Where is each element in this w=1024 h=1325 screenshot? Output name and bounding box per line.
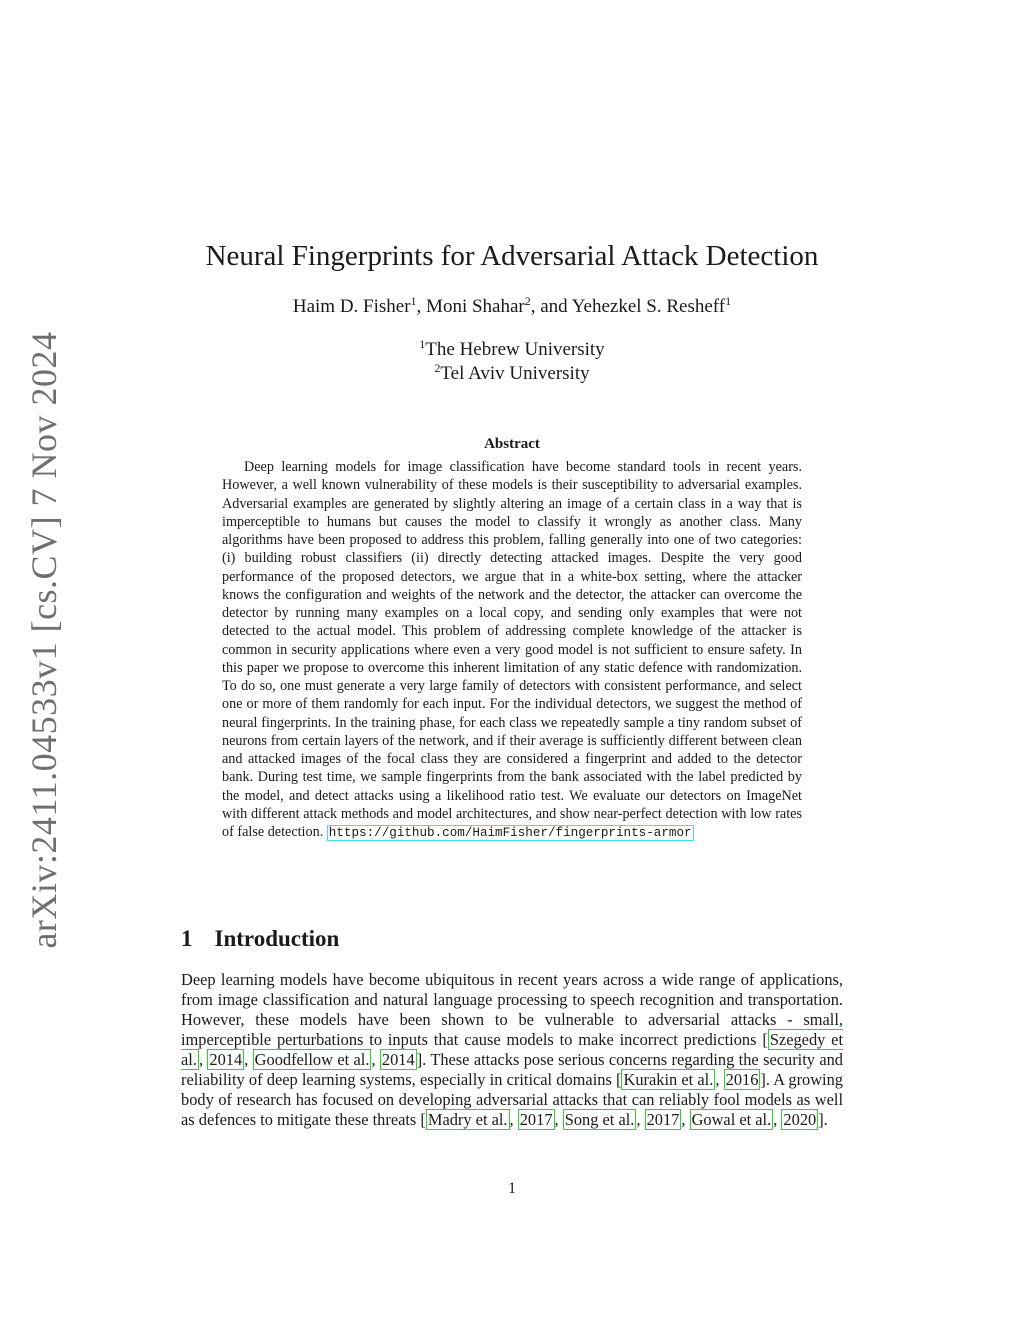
page-number: 1 — [508, 1180, 516, 1197]
intro-text: . — [823, 1110, 828, 1129]
cite-bracket: [ — [420, 1110, 426, 1129]
citation-link[interactable]: Kurakin et al. — [623, 1070, 714, 1089]
author-affil-mark: 1 — [410, 294, 417, 308]
citation-link[interactable]: Goodfellow et al. — [254, 1050, 370, 1069]
cite-bracket: ] — [760, 1070, 766, 1089]
cite-sep: , — [715, 1070, 724, 1089]
cite-sep: , — [371, 1050, 380, 1069]
cite-sep: , — [244, 1050, 253, 1069]
citation-link[interactable]: Szegedy et al. — [181, 1030, 844, 1069]
introduction-paragraph — [181, 970, 843, 1130]
cite-sep: , — [554, 1110, 563, 1129]
author-name: Yehezkel S. Resheff — [571, 296, 726, 317]
citation-link[interactable]: Gowal et al. — [691, 1110, 772, 1129]
paper-title: Neural Fingerprints for Adversarial Attack Detection — [205, 240, 819, 272]
cite-sep: , — [681, 1110, 690, 1129]
github-link[interactable]: https://github.com/HaimFisher/fingerprints-armor — [328, 826, 692, 840]
affil-mark: 1 — [419, 337, 426, 351]
affil-mark: 2 — [434, 361, 441, 375]
citation-year-link[interactable]: 2014 — [381, 1050, 415, 1069]
cite-bracket: ] — [818, 1110, 824, 1129]
affiliation — [0, 362, 1024, 386]
cite-bracket: [ — [762, 1030, 768, 1049]
citation-year-link[interactable]: 2020 — [783, 1110, 817, 1129]
citation-year-link[interactable]: 2016 — [725, 1070, 759, 1089]
intro-text: . These attacks pose serious concerns regarding the security and reliability of deep learning systems, especially in critical domains — [181, 1050, 843, 1089]
cite-bracket: [ — [616, 1070, 622, 1089]
affiliation — [0, 338, 1024, 362]
arxiv-watermark: arXiv:2411.04533v1 [cs.CV] 7 Nov 2024 — [24, 331, 64, 949]
affil-name: The Hebrew University — [425, 339, 605, 360]
author-affil-mark: 2 — [524, 294, 531, 308]
section-number: 1 — [181, 926, 193, 951]
affiliation-list — [0, 338, 1024, 386]
intro-text: Deep learning models have become ubiquitous in recent years across a wide range of applications, from image classification and natural language processing to speech recognition and transportation. However, these models have been shown to be vulnerable to adversarial attacks - small, imperceptible perturbations to inputs that cause models to make incorrect predictions — [181, 970, 843, 1049]
citation-year-link[interactable]: 2014 — [209, 1050, 243, 1069]
intro-text: . A growing body of research has focused on developing adversarial attacks that can reliably fool models as well as defences to mitigate these threats — [181, 1070, 843, 1129]
abstract-heading: Abstract — [484, 436, 540, 452]
author-separator: , and — [530, 296, 572, 317]
section-title: Introduction — [214, 926, 340, 951]
author-affil-mark: 1 — [725, 294, 732, 308]
cite-bracket: ] — [416, 1050, 423, 1069]
cite-sep: , — [509, 1110, 518, 1129]
affil-name: Tel Aviv University — [440, 363, 590, 384]
citation-year-link[interactable]: 2017 — [519, 1110, 553, 1129]
citation-link[interactable]: Madry et al. — [427, 1110, 508, 1129]
cite-sep: , — [773, 1110, 782, 1129]
cite-sep: , — [198, 1050, 208, 1069]
author-list — [0, 296, 1024, 318]
abstract-paragraph: Deep learning models for image classification have become standard tools in recent years. However, a well known vulnerability of these models is their susceptibility to adversarial examples. Adversarial examples are generated by slightly altering an image of a certain class in a way that is imperceptible to humans but causes the model to classify it wrongly as another class. Many algorithms have been proposed to address this problem, falling generally into one of two categories: (i) building robust classifiers (ii) directly detecting attacked images. Despite the very good performance of the proposed detectors, we argue that in a white-box setting, where the attacker knows the configuration and weights of the network and the detector, the attacker can overcome the detector by running many examples on a local copy, and sending only examples that were not detected to the actual model. This problem of addressing complete knowledge of the attacker is common in security applications where even a very good model is not sufficient to ensure safety. In this paper we propose to overcome this inherent limitation of any static defence with randomization. To do so, one must generate a very large family of detectors with consistent performance, and select one or more of them randomly for each input. For the individual detectors, we suggest the method of neural fingerprints. In the training phase, for each class we repeatedly sample a tiny random subset of neurons from certain layers of the network, and if their average is sufficiently different between clean and attacked images of the focal class they are considered a fingerprint and added to the detector bank. During test time, we sample fingerprints from the bank associated with the label predicted by the model, and detect attacks using a likelihood ratio test. We evaluate our detectors on ImageNet with different attack methods and model architectures, and show near-perfect detection with low rates of false detection. — [222, 459, 802, 840]
author-name: Haim D. Fisher — [292, 296, 411, 317]
citation-year-link[interactable]: 2017 — [646, 1110, 680, 1129]
citation-link[interactable]: Song et al. — [564, 1110, 635, 1129]
abstract-text — [222, 458, 802, 842]
cite-sep: , — [636, 1110, 645, 1129]
author-separator: , — [416, 296, 427, 317]
section-heading-introduction — [181, 926, 339, 952]
author-name: Moni Shahar — [426, 296, 525, 317]
